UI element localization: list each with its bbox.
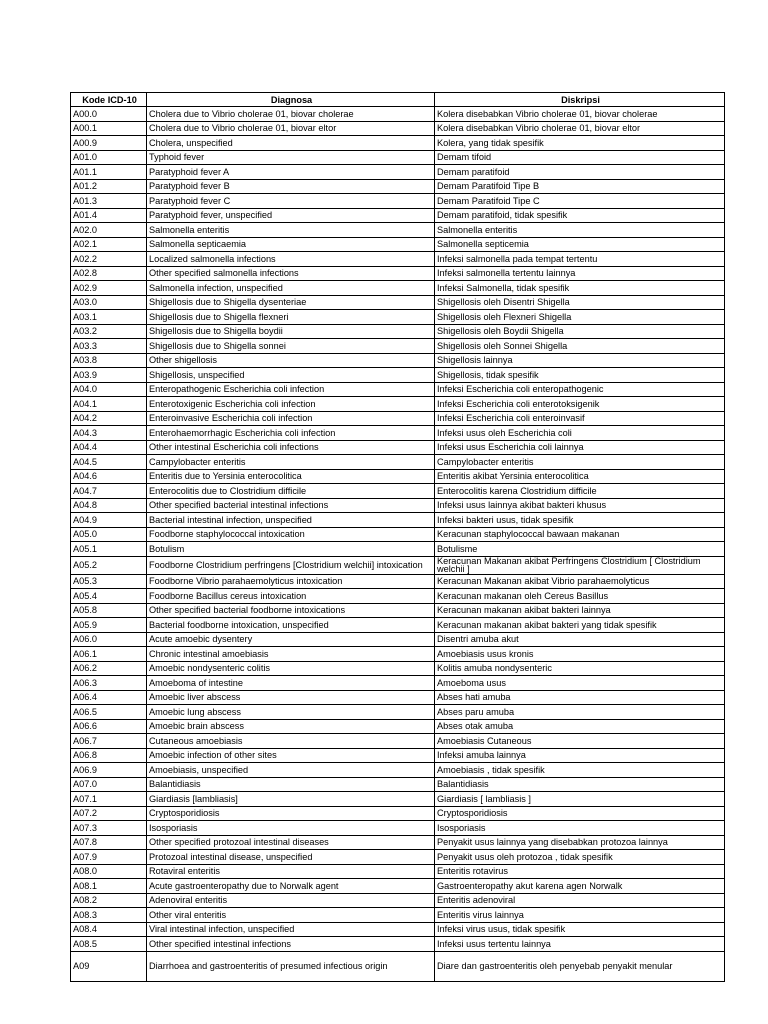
cell-diagnosis: Other shigellosis [147,353,435,368]
cell-code: A08.5 [71,937,147,952]
cell-description: Salmonella septicemia [435,237,725,252]
cell-code: A06.2 [71,661,147,676]
cell-code: A02.0 [71,223,147,238]
cell-code: A01.3 [71,194,147,209]
cell-code: A07.9 [71,850,147,865]
cell-diagnosis: Cholera due to Vibrio cholerae 01, biovar cholerae [147,107,435,122]
table-row [71,498,725,513]
cell-diagnosis: Acute amoebic dysentery [147,632,435,647]
cell-diagnosis: Foodborne staphylococcal intoxication [147,527,435,542]
cell-description: Infeksi virus usus, tidak spesifik [435,922,725,937]
cell-description: Abses hati amuba [435,690,725,705]
cell-description: Shigellosis lainnya [435,353,725,368]
cell-description: Keracunan Makanan akibat Perfringens Clostridium [ Clostridium welchii ] [435,556,725,574]
table-row [71,179,725,194]
cell-code: A08.4 [71,922,147,937]
cell-description: Amoebiasis usus kronis [435,647,725,662]
cell-code: A01.0 [71,150,147,165]
cell-description: Enterocolitis karena Clostridium difficile [435,484,725,499]
cell-description: Shigellosis oleh Sonnei Shigella [435,339,725,354]
cell-description: Infeksi usus lainnya akibat bakteri khusus [435,498,725,513]
cell-diagnosis: Other specified bacterial foodborne intoxications [147,603,435,618]
cell-code: A04.7 [71,484,147,499]
cell-code: A04.8 [71,498,147,513]
cell-code: A05.3 [71,574,147,589]
cell-description: Enteritis akibat Yersinia enterocolitica [435,469,725,484]
cell-description: Demam paratifoid, tidak spesifik [435,208,725,223]
table-row [71,864,725,879]
table-row [71,513,725,528]
cell-description: Penyakit usus lainnya yang disebabkan protozoa lainnya [435,835,725,850]
cell-code: A03.8 [71,353,147,368]
cell-diagnosis: Enterotoxigenic Escherichia coli infection [147,397,435,412]
cell-diagnosis: Shigellosis due to Shigella sonnei [147,339,435,354]
cell-code: A05.2 [71,556,147,574]
cell-code: A04.2 [71,411,147,426]
cell-description: Keracunan makanan akibat bakteri lainnya [435,603,725,618]
icd-10-table [70,92,725,982]
table-row [71,835,725,850]
cell-description: Infeksi usus oleh Escherichia coli [435,426,725,441]
cell-description: Balantidiasis [435,777,725,792]
cell-description: Shigellosis oleh Disentri Shigella [435,295,725,310]
table-row [71,647,725,662]
cell-code: A04.5 [71,455,147,470]
cell-diagnosis: Enteritis due to Yersinia enterocolitica [147,469,435,484]
cell-description: Cryptosporidiosis [435,806,725,821]
cell-diagnosis: Chronic intestinal amoebiasis [147,647,435,662]
table-row [71,339,725,354]
cell-description: Enteritis adenoviral [435,893,725,908]
cell-diagnosis: Rotaviral enteritis [147,864,435,879]
cell-code: A06.4 [71,690,147,705]
table-row [71,734,725,749]
cell-description: Kolera, yang tidak spesifik [435,136,725,151]
cell-code: A08.0 [71,864,147,879]
cell-diagnosis: Bacterial intestinal infection, unspecified [147,513,435,528]
cell-description: Abses otak amuba [435,719,725,734]
table-row [71,281,725,296]
cell-description: Abses paru amuba [435,705,725,720]
cell-diagnosis: Shigellosis, unspecified [147,368,435,383]
header-code: Kode ICD-10 [71,93,147,107]
cell-description: Giardiasis [ lambliasis ] [435,792,725,807]
cell-description: Infeksi usus tertentu lainnya [435,937,725,952]
cell-description: Amoebiasis , tidak spesifik [435,763,725,778]
cell-code: A04.6 [71,469,147,484]
table-row [71,777,725,792]
cell-code: A00.0 [71,107,147,122]
table-row [71,542,725,557]
cell-description: Keracunan staphylococcal bawaan makanan [435,527,725,542]
cell-diagnosis: Salmonella infection, unspecified [147,281,435,296]
table-row [71,879,725,894]
cell-description: Keracunan makanan akibat bakteri yang tidak spesifik [435,618,725,633]
cell-code: A02.1 [71,237,147,252]
table-row [71,223,725,238]
cell-description: Shigellosis, tidak spesifik [435,368,725,383]
cell-diagnosis: Viral intestinal infection, unspecified [147,922,435,937]
cell-description: Demam tifoid [435,150,725,165]
cell-code: A06.1 [71,647,147,662]
cell-diagnosis: Other specified salmonella infections [147,266,435,281]
cell-diagnosis: Paratyphoid fever, unspecified [147,208,435,223]
cell-code: A03.3 [71,339,147,354]
cell-code: A06.0 [71,632,147,647]
cell-description: Kolera disebabkan Vibrio cholerae 01, biovar cholerae [435,107,725,122]
cell-diagnosis: Giardiasis [lambliasis] [147,792,435,807]
table-row [71,107,725,122]
table-row [71,908,725,923]
cell-diagnosis: Protozoal intestinal disease, unspecified [147,850,435,865]
icd-table-sheet [70,92,725,982]
table-row [71,603,725,618]
cell-description: Isosporiasis [435,821,725,836]
cell-diagnosis: Other specified protozoal intestinal diseases [147,835,435,850]
cell-code: A03.9 [71,368,147,383]
table-row [71,850,725,865]
cell-description: Diare dan gastroenteritis oleh penyebab penyakit menular [435,951,725,981]
cell-description: Penyakit usus oleh protozoa , tidak spesifik [435,850,725,865]
cell-diagnosis: Cholera due to Vibrio cholerae 01, biovar eltor [147,121,435,136]
cell-description: Infeksi salmonella tertentu lainnya [435,266,725,281]
cell-code: A01.4 [71,208,147,223]
cell-code: A03.1 [71,310,147,325]
cell-diagnosis: Enterocolitis due to Clostridium difficile [147,484,435,499]
cell-code: A08.1 [71,879,147,894]
table-row [71,150,725,165]
cell-code: A01.2 [71,179,147,194]
cell-description: Infeksi Escherichia coli enterotoksigenik [435,397,725,412]
cell-diagnosis: Foodborne Vibrio parahaemolyticus intoxication [147,574,435,589]
cell-diagnosis: Foodborne Bacillus cereus intoxication [147,589,435,604]
cell-code: A03.0 [71,295,147,310]
cell-description: Shigellosis oleh Flexneri Shigella [435,310,725,325]
cell-code: A02.9 [71,281,147,296]
cell-code: A00.1 [71,121,147,136]
cell-diagnosis: Localized salmonella infections [147,252,435,267]
cell-code: A06.6 [71,719,147,734]
cell-code: A06.3 [71,676,147,691]
cell-description: Enteritis virus lainnya [435,908,725,923]
cell-diagnosis: Salmonella septicaemia [147,237,435,252]
table-body [71,107,725,982]
cell-description: Campylobacter enteritis [435,455,725,470]
cell-code: A07.3 [71,821,147,836]
table-row [71,690,725,705]
table-row [71,353,725,368]
cell-description: Shigellosis oleh Boydii Shigella [435,324,725,339]
table-row [71,821,725,836]
table-row [71,382,725,397]
cell-description: Kolitis amuba nondysenteric [435,661,725,676]
header-diagnosis: Diagnosa [147,93,435,107]
cell-description: Infeksi Escherichia coli enteroinvasif [435,411,725,426]
table-row [71,310,725,325]
cell-diagnosis: Campylobacter enteritis [147,455,435,470]
table-row [71,632,725,647]
table-row [71,455,725,470]
cell-code: A06.8 [71,748,147,763]
table-row [71,252,725,267]
cell-diagnosis: Shigellosis due to Shigella dysenteriae [147,295,435,310]
cell-diagnosis: Typhoid fever [147,150,435,165]
cell-diagnosis: Paratyphoid fever B [147,179,435,194]
table-row [71,792,725,807]
cell-code: A04.3 [71,426,147,441]
cell-description: Salmonella enteritis [435,223,725,238]
cell-diagnosis: Enterohaemorrhagic Escherichia coli infection [147,426,435,441]
cell-code: A02.2 [71,252,147,267]
cell-diagnosis: Other intestinal Escherichia coli infections [147,440,435,455]
cell-description: Demam paratifoid [435,165,725,180]
table-row [71,426,725,441]
cell-code: A08.2 [71,893,147,908]
cell-code: A07.2 [71,806,147,821]
table-row [71,589,725,604]
table-row [71,136,725,151]
cell-diagnosis: Amoeboma of intestine [147,676,435,691]
cell-diagnosis: Amoebic nondysenteric colitis [147,661,435,676]
table-row [71,484,725,499]
cell-description: Infeksi Escherichia coli enteropathogenic [435,382,725,397]
cell-diagnosis: Amoebic brain abscess [147,719,435,734]
cell-description: Infeksi salmonella pada tempat tertentu [435,252,725,267]
cell-diagnosis: Cholera, unspecified [147,136,435,151]
cell-diagnosis: Enteroinvasive Escherichia coli infection [147,411,435,426]
table-row [71,618,725,633]
cell-code: A04.1 [71,397,147,412]
table-row [71,705,725,720]
cell-diagnosis: Acute gastroenteropathy due to Norwalk agent [147,879,435,894]
cell-code: A04.9 [71,513,147,528]
table-row [71,295,725,310]
cell-diagnosis: Paratyphoid fever C [147,194,435,209]
cell-description: Demam Paratifoid Tipe C [435,194,725,209]
cell-diagnosis: Paratyphoid fever A [147,165,435,180]
cell-code: A07.8 [71,835,147,850]
table-row [71,748,725,763]
cell-code: A05.4 [71,589,147,604]
cell-diagnosis: Balantidiasis [147,777,435,792]
cell-diagnosis: Cryptosporidiosis [147,806,435,821]
cell-diagnosis: Diarrhoea and gastroenteritis of presumed infectious origin [147,951,435,981]
cell-diagnosis: Isosporiasis [147,821,435,836]
cell-description: Demam Paratifoid Tipe B [435,179,725,194]
cell-code: A06.9 [71,763,147,778]
cell-code: A01.1 [71,165,147,180]
cell-description: Disentri amuba akut [435,632,725,647]
cell-code: A05.0 [71,527,147,542]
cell-diagnosis: Other specified intestinal infections [147,937,435,952]
cell-code: A06.5 [71,705,147,720]
cell-description: Botulisme [435,542,725,557]
table-row [71,368,725,383]
cell-code: A05.1 [71,542,147,557]
table-row [71,556,725,574]
table-row [71,194,725,209]
table-row [71,574,725,589]
table-row [71,661,725,676]
table-row [71,527,725,542]
table-row [71,165,725,180]
table-row [71,676,725,691]
cell-code: A09 [71,951,147,981]
header-description: Diskripsi [435,93,725,107]
table-row [71,324,725,339]
table-row [71,937,725,952]
table-row [71,922,725,937]
cell-description: Kolera disebabkan Vibrio cholerae 01, biovar eltor [435,121,725,136]
cell-code: A00.9 [71,136,147,151]
table-row [71,893,725,908]
cell-description: Amoebiasis Cutaneous [435,734,725,749]
table-row [71,237,725,252]
cell-diagnosis: Shigellosis due to Shigella flexneri [147,310,435,325]
cell-diagnosis: Amoebic liver abscess [147,690,435,705]
cell-description: Amoeboma usus [435,676,725,691]
cell-diagnosis: Adenoviral enteritis [147,893,435,908]
cell-code: A07.1 [71,792,147,807]
cell-diagnosis: Shigellosis due to Shigella boydii [147,324,435,339]
cell-description: Keracunan Makanan akibat Vibrio parahaemolyticus [435,574,725,589]
cell-diagnosis: Bacterial foodborne intoxication, unspecified [147,618,435,633]
table-row [71,266,725,281]
table-row [71,440,725,455]
cell-diagnosis: Botulism [147,542,435,557]
cell-diagnosis: Other specified bacterial intestinal infections [147,498,435,513]
cell-description: Infeksi amuba lainnya [435,748,725,763]
cell-diagnosis: Salmonella enteritis [147,223,435,238]
cell-description: Enteritis rotavirus [435,864,725,879]
cell-description: Infeksi bakteri usus, tidak spesifik [435,513,725,528]
table-row [71,411,725,426]
table-row [71,397,725,412]
cell-description: Infeksi Salmonella, tidak spesifik [435,281,725,296]
table-row [71,121,725,136]
cell-code: A03.2 [71,324,147,339]
table-row [71,951,725,981]
cell-code: A04.4 [71,440,147,455]
cell-code: A08.3 [71,908,147,923]
cell-description: Keracunan makanan oleh Cereus Basillus [435,589,725,604]
cell-diagnosis: Foodborne Clostridium perfringens [Clostridium welchii] intoxication [147,556,435,574]
cell-diagnosis: Amoebic lung abscess [147,705,435,720]
cell-code: A05.8 [71,603,147,618]
cell-code: A04.0 [71,382,147,397]
cell-diagnosis: Enteropathogenic Escherichia coli infection [147,382,435,397]
cell-code: A07.0 [71,777,147,792]
table-row [71,469,725,484]
cell-code: A02.8 [71,266,147,281]
table-row [71,806,725,821]
cell-description: Gastroenteropathy akut karena agen Norwalk [435,879,725,894]
cell-diagnosis: Amoebiasis, unspecified [147,763,435,778]
cell-code: A06.7 [71,734,147,749]
cell-diagnosis: Amoebic infection of other sites [147,748,435,763]
table-row [71,719,725,734]
cell-diagnosis: Cutaneous amoebiasis [147,734,435,749]
cell-description: Infeksi usus Escherichia coli lainnya [435,440,725,455]
table-row [71,208,725,223]
cell-code: A05.9 [71,618,147,633]
table-row [71,763,725,778]
table-header-row [71,93,725,107]
cell-diagnosis: Other viral enteritis [147,908,435,923]
